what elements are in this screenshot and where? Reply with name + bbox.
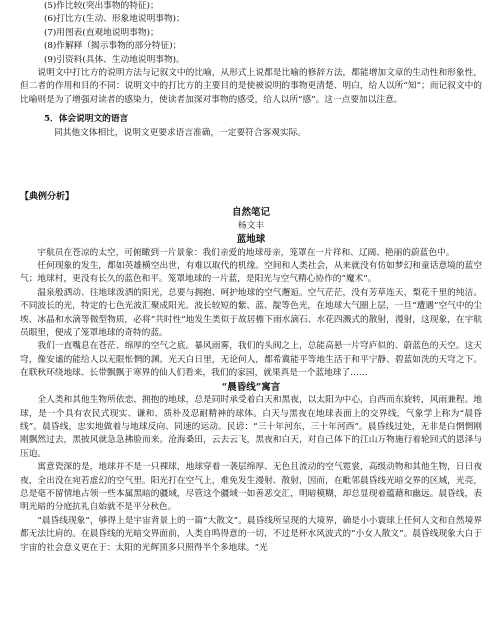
paragraph: 全人类和其他生物所依恋、拥抱的地球，总是同时承受着白天和黑夜，以太阳为中心，自西而东旋转，风雨兼程。地球，是一个具有农民式现实、谦和、质朴及忍耐精神的球体。白天与黑夜在地球表面上的交界线，气象学上称为“晨昏线”。晨昏线，忠实地做着与地球反向、同速的运动。民谚：“三十年河东，三十年河西”。晨昏线过处，无非是白惘惘刚刚飘然过去，黑披风就急急拂脸而来。沧海桑田，云去云飞，黑夜和白天，对自己体下的江山万物施行着轮回式的恩泽与压迫。 [20,395,482,459]
list-item: (5)作比较(突出事物的特征)； [44,1,159,11]
paragraph: 任何现象的发生，都如英雄横空出世，有难以取代的机缘。空间和人类社会，从来就没有仿如梦幻和童话意境的蓝空气；地球村，更没有长久的蓝色和平。笼罩地球的一片蓝，是阳光与空气精心协作的“魔术”。 [20,261,482,285]
list-item: (6)打比方(生动、形象地说明事物)； [44,14,185,25]
list-item: (8)作解释（揭示事物的部分特征)； [44,41,182,52]
note-paragraph: 说明文中打比方的说明方法与记叙文中的比喻，从形式上说都是比喻的修辞方法，都能增加文章的生动性和形象性，但二者的作用和目的不同：说明文中的打比方的主要目的是使被说明的事物更清楚、明白，给人以所“知”；而记叙文中的比喻则是为了增强对读者的感染力，使读者加深对事物的感受，给人以所“感”。这一点要加以注意。 [20,68,482,105]
article-author: 杨文丰 [237,220,265,231]
list-item: (9)引资料(具体、生动地说明事物)。 [44,54,185,65]
section-heading: 5．体会说明文的语言 [44,114,129,125]
upper-section [20,0,482,140]
article-title: 自然笔记 [231,207,270,219]
example-label: 【典例分析】 [20,192,75,202]
paragraph: 我们一直嘴息在苍茫、绵厚的空气之底。暴风雨雾，我们的头阀之上，总能高悬一片穹庐似的、蔚蓝色的天空。这天穹，像安谧的能给人以无限怅惘的渊。光天白日里，无论何人，都希冀能平等地生活于和平宁静、碧蓝如洗的天穹之下。在联秋环绕地球、长带飘飘于寒界的仙人们看来，我们的家园，就果真是一个蓝地球了…… [20,341,482,379]
paragraph: 宇航员在苍凉的太空，可俯瞰到一片景象：我们亲爱的地球母亲，笼罩在一片祥和、辽阔、艳丽的蔚蓝色中。 [37,247,455,258]
list-item: (7)用图表(直观地说明事物)； [44,27,159,38]
subtitle-blue-earth: 蓝地球 [236,234,266,246]
example-section [20,183,482,555]
paragraph: “晨昏线现象”，够得上是宇宙背景上的一篇“大散文”。晨昏线所呈现的大境界，确是小小寰球上任何人文和自然境界都无法比肩的。在晨昏线的光暗交界面前，人类自鸣得意的一切，不过是杯水风波式的“小女人散文”。晨昏线现象大白于宇宙的社会意义更在于：太阳的光辉顶多只照得半个多地球。“光 [20,515,482,553]
section-body: 同其他文体相比，说明文更要求语言准确，一定要符合客观实际。 [54,127,306,138]
paragraph: 温泉般洒动、往地球泼洒的阳光，总要与拥抱、呵护地球的空气邂逅。空气茫茫，没有芳草连天，梨花千里的纯洁。不同波长的光，特定的七色光波汇聚成阳光。波长较短的紫、蓝、靛等色光，在地球大气圈上层，一旦“遭遇”空气中的尘埃、冰晶和水滴等微型物质，必将“共时性”地发生类似于故居檐下雨水滴石、水花四溅式的散射，漫射，这现象，在宇航员眼里，便成了笼罩地球的奇特的蓝。 [20,287,482,339]
paragraph: 寓意瓷深的是，地球并不是一只裸球，地球穿着一袭层绵厚、无色且流动的空气霓裳，高级动物和其他生物，日日夜夜，全出没在宛若虚幻的空气里。阳光打在空气上，难免发生漫射、散射，因而，在毗邻晨昏线光暗交界的区域，光亮，总是毫不留情地占领一些本属黑暗的疆域，尽管这个疆域一如善恶交汇，明暗模糊，却总显现着蕴藉和幽远。晨昏线，表明光暗的分庭抗礼自始就不是平分秋色。 [20,462,482,513]
subtitle-terminator-fable: “晨昏线”寓言 [221,381,281,393]
